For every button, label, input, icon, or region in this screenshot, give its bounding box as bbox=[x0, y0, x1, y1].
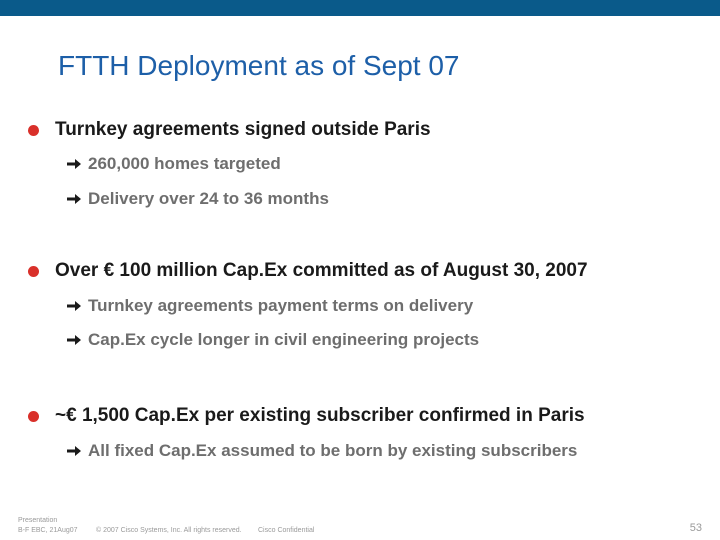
sub-bullet-text: Delivery over 24 to 36 months bbox=[88, 189, 329, 208]
sub-bullet-text: All fixed Cap.Ex assumed to be born by existing subscribers bbox=[88, 441, 578, 460]
footer-copyright: © 2007 Cisco Systems, Inc. All rights reserved. bbox=[96, 527, 242, 534]
sub-bullet-item bbox=[66, 330, 479, 350]
sub-bullet-item bbox=[66, 154, 281, 174]
sub-bullet-text: Turnkey agreements payment terms on delivery bbox=[88, 296, 474, 315]
arrow-right-icon bbox=[66, 299, 82, 313]
page-title: FTTH Deployment as of Sept 07 bbox=[58, 50, 460, 81]
bullet-text: Over € 100 million Cap.Ex committed as of August 30, 2007 bbox=[55, 260, 588, 281]
sub-bullet-text: 260,000 homes targeted bbox=[88, 154, 281, 173]
bullet-item bbox=[28, 260, 588, 282]
red-dot-icon bbox=[28, 411, 39, 422]
bullet-text: ~€ 1,500 Cap.Ex per existing subscriber confirmed in Paris bbox=[55, 405, 585, 426]
page-number: 53 bbox=[689, 522, 702, 534]
bullet-item bbox=[28, 405, 585, 427]
bullet-text: Turnkey agreements signed outside Paris bbox=[55, 119, 431, 140]
footer-presentation-label: Presentation bbox=[18, 517, 58, 524]
red-dot-icon bbox=[28, 125, 39, 136]
red-dot-icon bbox=[28, 266, 39, 277]
sub-bullet-item bbox=[66, 296, 473, 316]
bullet-item bbox=[28, 119, 431, 141]
sub-bullet-text: Cap.Ex cycle longer in civil engineering projects bbox=[88, 330, 480, 349]
arrow-right-icon bbox=[66, 157, 82, 171]
top-bar bbox=[0, 0, 720, 16]
arrow-right-icon bbox=[66, 444, 82, 458]
sub-bullet-item bbox=[66, 189, 329, 209]
arrow-right-icon bbox=[66, 333, 82, 347]
footer-event-label: B-F EBC, 21Aug07 bbox=[18, 527, 78, 534]
sub-bullet-item bbox=[66, 441, 577, 461]
arrow-right-icon bbox=[66, 192, 82, 206]
footer-confidential: Cisco Confidential bbox=[258, 527, 315, 534]
